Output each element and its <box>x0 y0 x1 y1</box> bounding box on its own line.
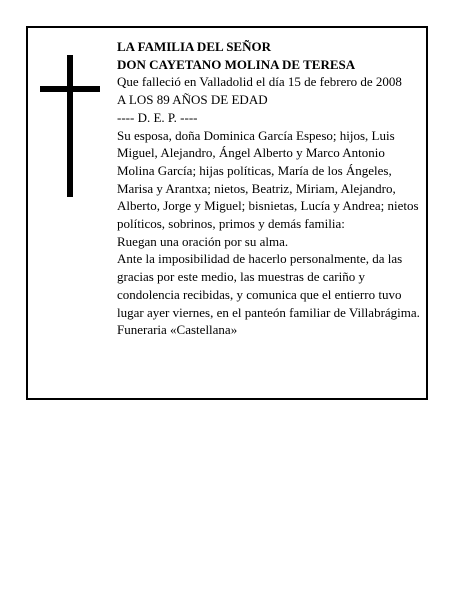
cross-horizontal-bar <box>40 86 100 92</box>
notice-text <box>117 38 421 339</box>
heading-deceased-name: DON CAYETANO MOLINA DE TERESA <box>117 56 356 72</box>
heading-family: LA FAMILIA DEL SEÑOR <box>117 39 271 54</box>
death-info: Que falleció en Valladolid el día 15 de febrero de 2008 <box>117 74 402 90</box>
obituary-notice <box>26 26 428 400</box>
rip-line: ---- D. E. P. ---- <box>117 109 198 125</box>
cross-vertical-bar <box>67 55 73 197</box>
cross-icon <box>40 55 100 197</box>
thanks-paragraph: Ante la imposibilidad de hacerlo personalmente, da las gracias por este medio, las muestras de cariño y condolencia recibidas, y comunica que el entierro tuvo lugar ayer viernes, en el panteón familiar de Villabrágima. <box>117 251 420 320</box>
prayer-request: Ruegan una oración por su alma. <box>117 233 289 249</box>
funeral-home: Funeraria «Castellana» <box>117 322 238 338</box>
family-paragraph: Su esposa, doña Dominica García Espeso; hijos, Luis Miguel, Alejandro, Ángel Alberto y Marco Antonio Molina García; hijas políticas, María de los Ángeles, Marisa y Arantxa; nietos, Beatriz, Miriam, Alejandro, Alberto, Jorge y Miguel; bisnietas, Lucía y Andrea; nietos políticos, sobrinos, primos y demás familia: <box>117 127 419 232</box>
age-line: A LOS 89 AÑOS DE EDAD <box>117 92 268 108</box>
